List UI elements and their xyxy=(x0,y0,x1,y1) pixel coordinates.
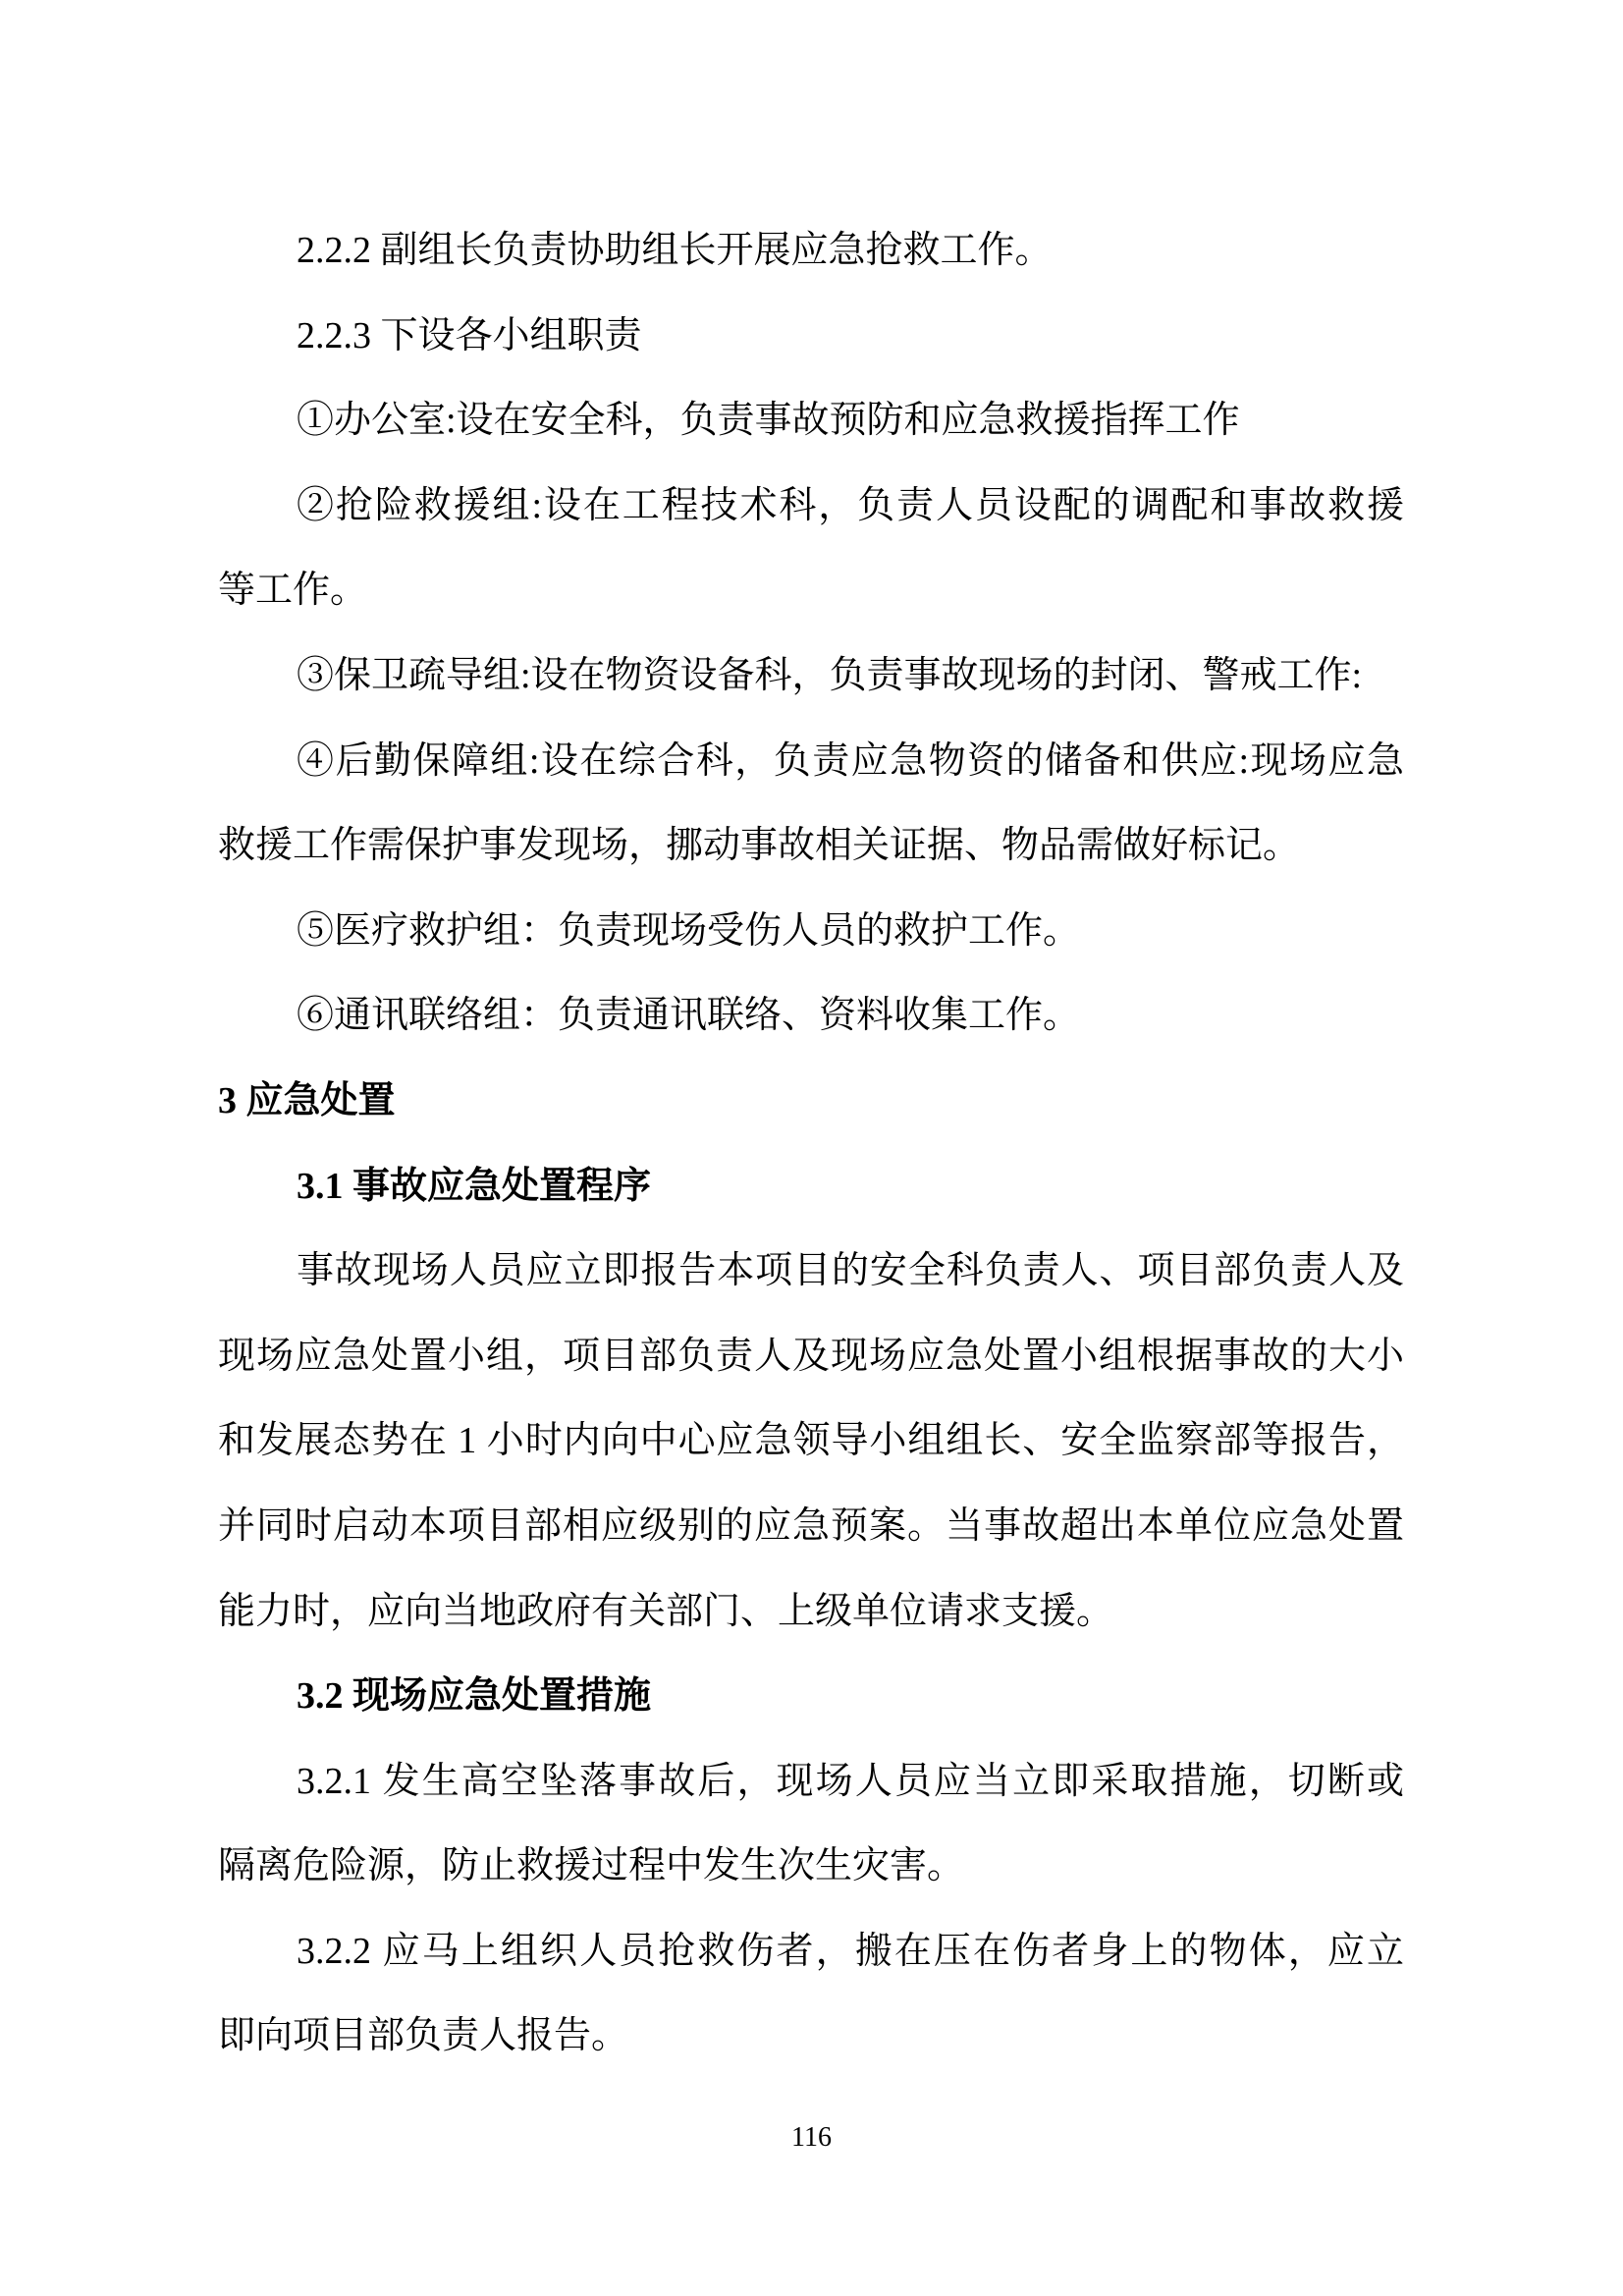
text-line: ②抢险救援组:设在工程技术科，负责人员设配的调配和事故救援 xyxy=(297,484,1404,526)
text-line: 即向项目部负责人报告。 xyxy=(218,2015,629,2057)
text-line: 和发展态势在 1 小时内向中心应急领导小组组长、安全监察部等报告， xyxy=(218,1420,1404,1462)
heading-line: 3 应急处置 xyxy=(218,1079,396,1121)
text-line: 3.2.1 发生高空坠落事故后，现场人员应当立即采取措施，切断或 xyxy=(297,1760,1404,1802)
text-block xyxy=(218,208,1404,2079)
text-line: 3.2.2 应马上组织人员抢救伤者，搬在压在伤者身上的物体，应立 xyxy=(297,1930,1404,1972)
text-line: 2.2.2 副组长负责协助组长开展应急抢救工作。 xyxy=(297,230,1053,271)
text-line: 隔离危险源，防止救援过程中发生次生灾害。 xyxy=(218,1845,965,1887)
text-line: 等工作。 xyxy=(218,570,368,612)
text-line: ①办公室:设在安全科，负责事故预防和应急救援指挥工作 xyxy=(297,400,1240,442)
text-line: 能力时，应向当地政府有关部门、上级单位请求支援。 xyxy=(218,1590,1114,1632)
heading-line: 3.2 现场应急处置措施 xyxy=(297,1675,652,1718)
heading-line: 3.1 事故应急处置程序 xyxy=(297,1165,652,1207)
text-line: 事故现场人员应立即报告本项目的安全科负责人、项目部负责人及 xyxy=(297,1250,1404,1292)
text-line: ⑤医疗救护组：负责现场受伤人员的救护工作。 xyxy=(297,909,1081,952)
text-line: 并同时启动本项目部相应级别的应急预案。当事故超出本单位应急处置 xyxy=(218,1504,1404,1547)
text-line: 现场应急处置小组，项目部负责人及现场应急处置小组根据事故的大小 xyxy=(218,1335,1404,1377)
text-line: ④后勤保障组:设在综合科，负责应急物资的储备和供应:现场应急 xyxy=(297,739,1404,782)
text-line: ③保卫疏导组:设在物资设备科，负责事故现场的封闭、警戒工作: xyxy=(297,654,1363,696)
text-line: 救援工作需保护事发现场，挪动事故相关证据、物品需做好标记。 xyxy=(218,825,1301,867)
page-number: 116 xyxy=(791,2122,832,2153)
text-line: ⑥通讯联络组：负责通讯联络、资料收集工作。 xyxy=(297,995,1081,1037)
text-line: 2.2.3 下设各小组职责 xyxy=(297,314,642,356)
